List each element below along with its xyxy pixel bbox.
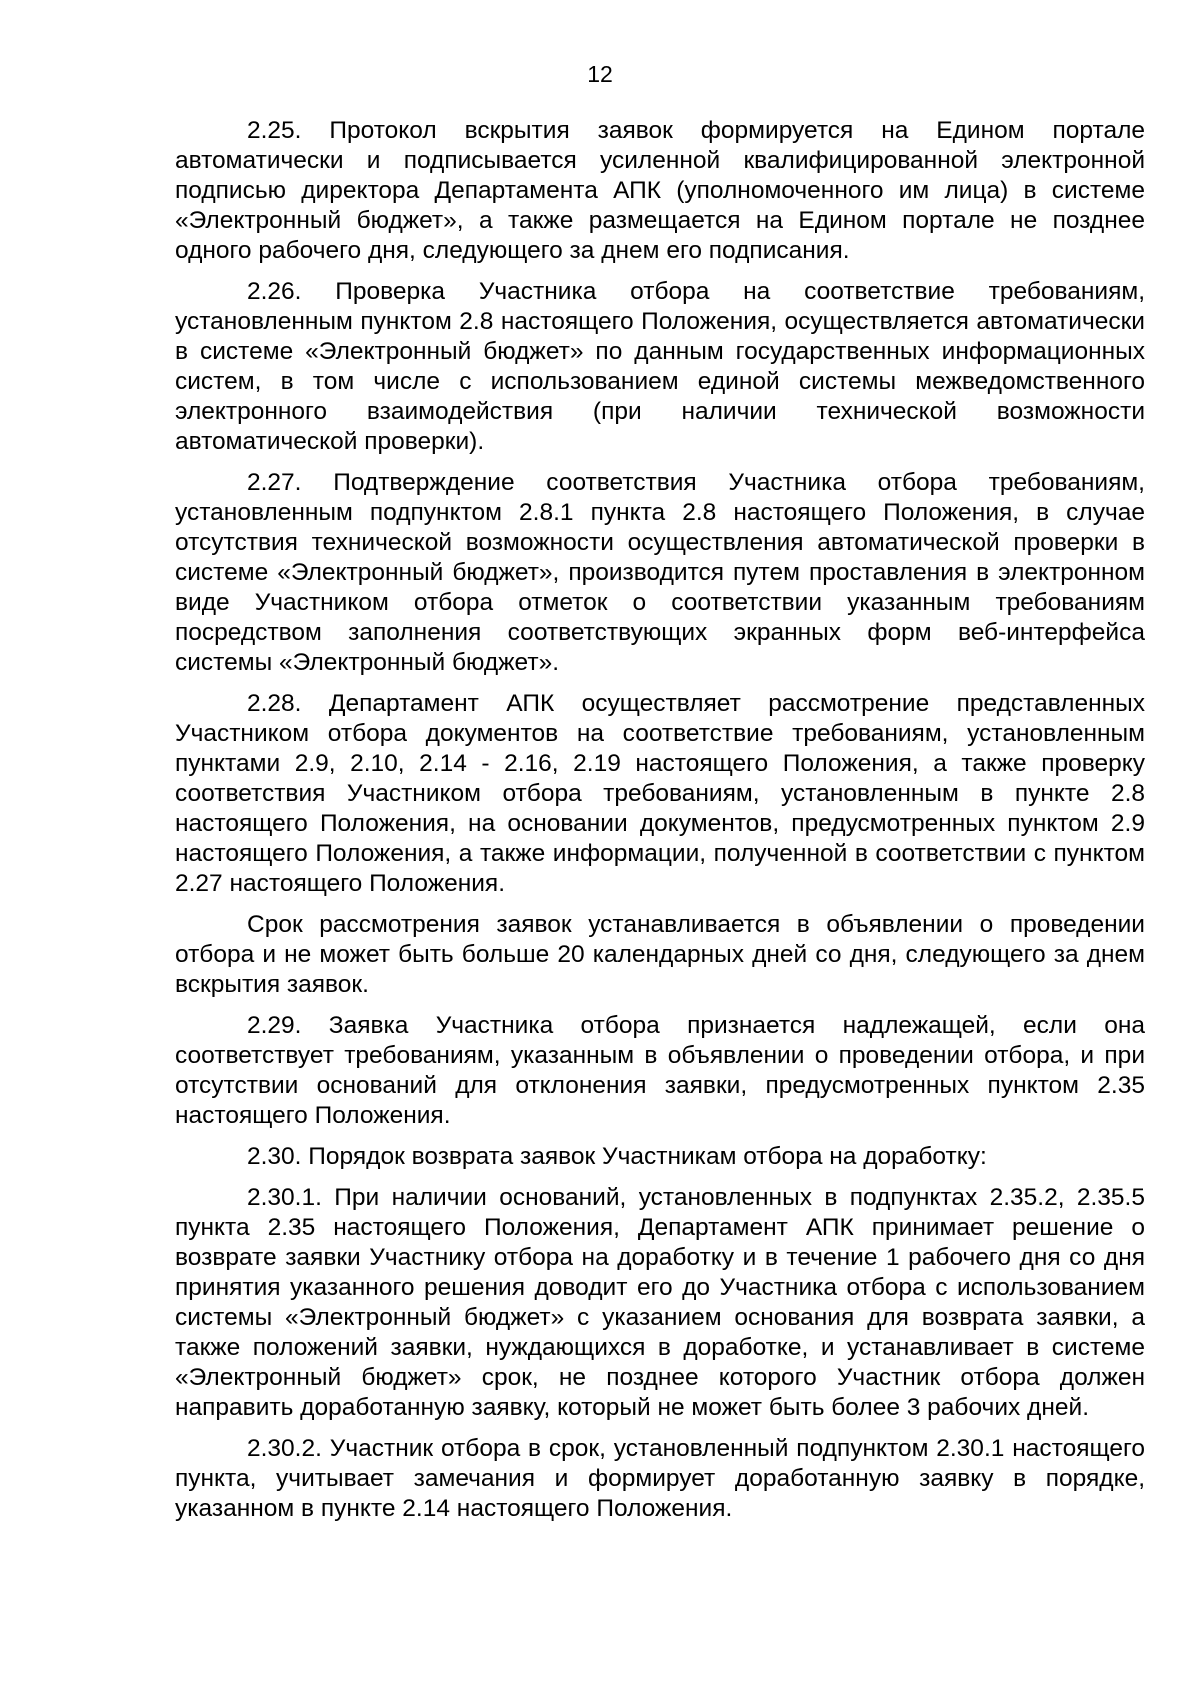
document-body <box>175 116 1145 1535</box>
paragraph-2-26: 2.26. Проверка Участника отбора на соответствие требованиям, установленным пунктом 2.8 настоящего Положения, осуществляется автоматически в системе «Электронный бюджет» по данным государственных информационных систем, в том числе с использованием единой системы межведомственного электронного взаимодействия (при наличии технической возможности автоматической проверки). <box>175 278 1145 455</box>
paragraph-2-29: 2.29. Заявка Участника отбора признается надлежащей, если она соответствует требованиям, указанным в объявлении о проведении отбора, и при отсутствии оснований для отклонения заявки, предусмотренных пунктом 2.35 настоящего Положения. <box>175 1012 1145 1129</box>
paragraph-2-30-1: 2.30.1. При наличии оснований, установленных в подпунктах 2.35.2, 2.35.5 пункта 2.35 настоящего Положения, Департамент АПК принимает решение о возврате заявки Участнику отбора на доработку и в течение 1 рабочего дня со дня принятия указанного решения доводит его до Участника отбора с использованием системы «Электронный бюджет» с указанием основания для возврата заявки, а также положений заявки, нуждающихся в доработке, и устанавливает в системе «Электронный бюджет» срок, не позднее которого Участник отбора должен направить доработанную заявку, который не может быть более 3 рабочих дней. <box>175 1184 1145 1421</box>
paragraph-2-30: 2.30. Порядок возврата заявок Участникам отбора на доработку: <box>247 1143 987 1170</box>
paragraph-2-30-2: 2.30.2. Участник отбора в срок, установленный подпунктом 2.30.1 настоящего пункта, учитывает замечания и формирует доработанную заявку в порядке, указанном в пункте 2.14 настоящего Положения. <box>175 1435 1145 1522</box>
paragraph-2-27: 2.27. Подтверждение соответствия Участника отбора требованиям, установленным подпунктом 2.8.1 пункта 2.8 настоящего Положения, в случае отсутствия технической возможности осуществления автоматической проверки в системе «Электронный бюджет», производится путем проставления в электронном виде Участником отбора отметок о соответствии указанным требованиям посредством заполнения соответствующих экранных форм веб-интерфейса системы «Электронный бюджет». <box>175 469 1145 676</box>
paragraph-2-25: 2.25. Протокол вскрытия заявок формируется на Едином портале автоматически и подписывается усиленной квалифицированной электронной подписью директора Департамента АПК (уполномоченного им лица) в системе «Электронный бюджет», а также размещается на Едином портале не позднее одного рабочего дня, следующего за днем его подписания. <box>175 117 1145 264</box>
paragraph-review-period: Срок рассмотрения заявок устанавливается в объявлении о проведении отбора и не может быть больше 20 календарных дней со дня, следующего за днем вскрытия заявок. <box>175 911 1145 998</box>
page-number: 12 <box>587 61 613 87</box>
paragraph-2-28: 2.28. Департамент АПК осуществляет рассмотрение представленных Участником отбора документов на соответствие требованиям, установленным пунктами 2.9, 2.10, 2.14 - 2.16, 2.19 настоящего Положения, а также проверку соответствия Участником отбора требованиям, установленным в пункте 2.8 настоящего Положения, на основании документов, предусмотренных пунктом 2.9 настоящего Положения, а также информации, полученной в соответствии с пунктом 2.27 настоящего Положения. <box>175 690 1145 897</box>
